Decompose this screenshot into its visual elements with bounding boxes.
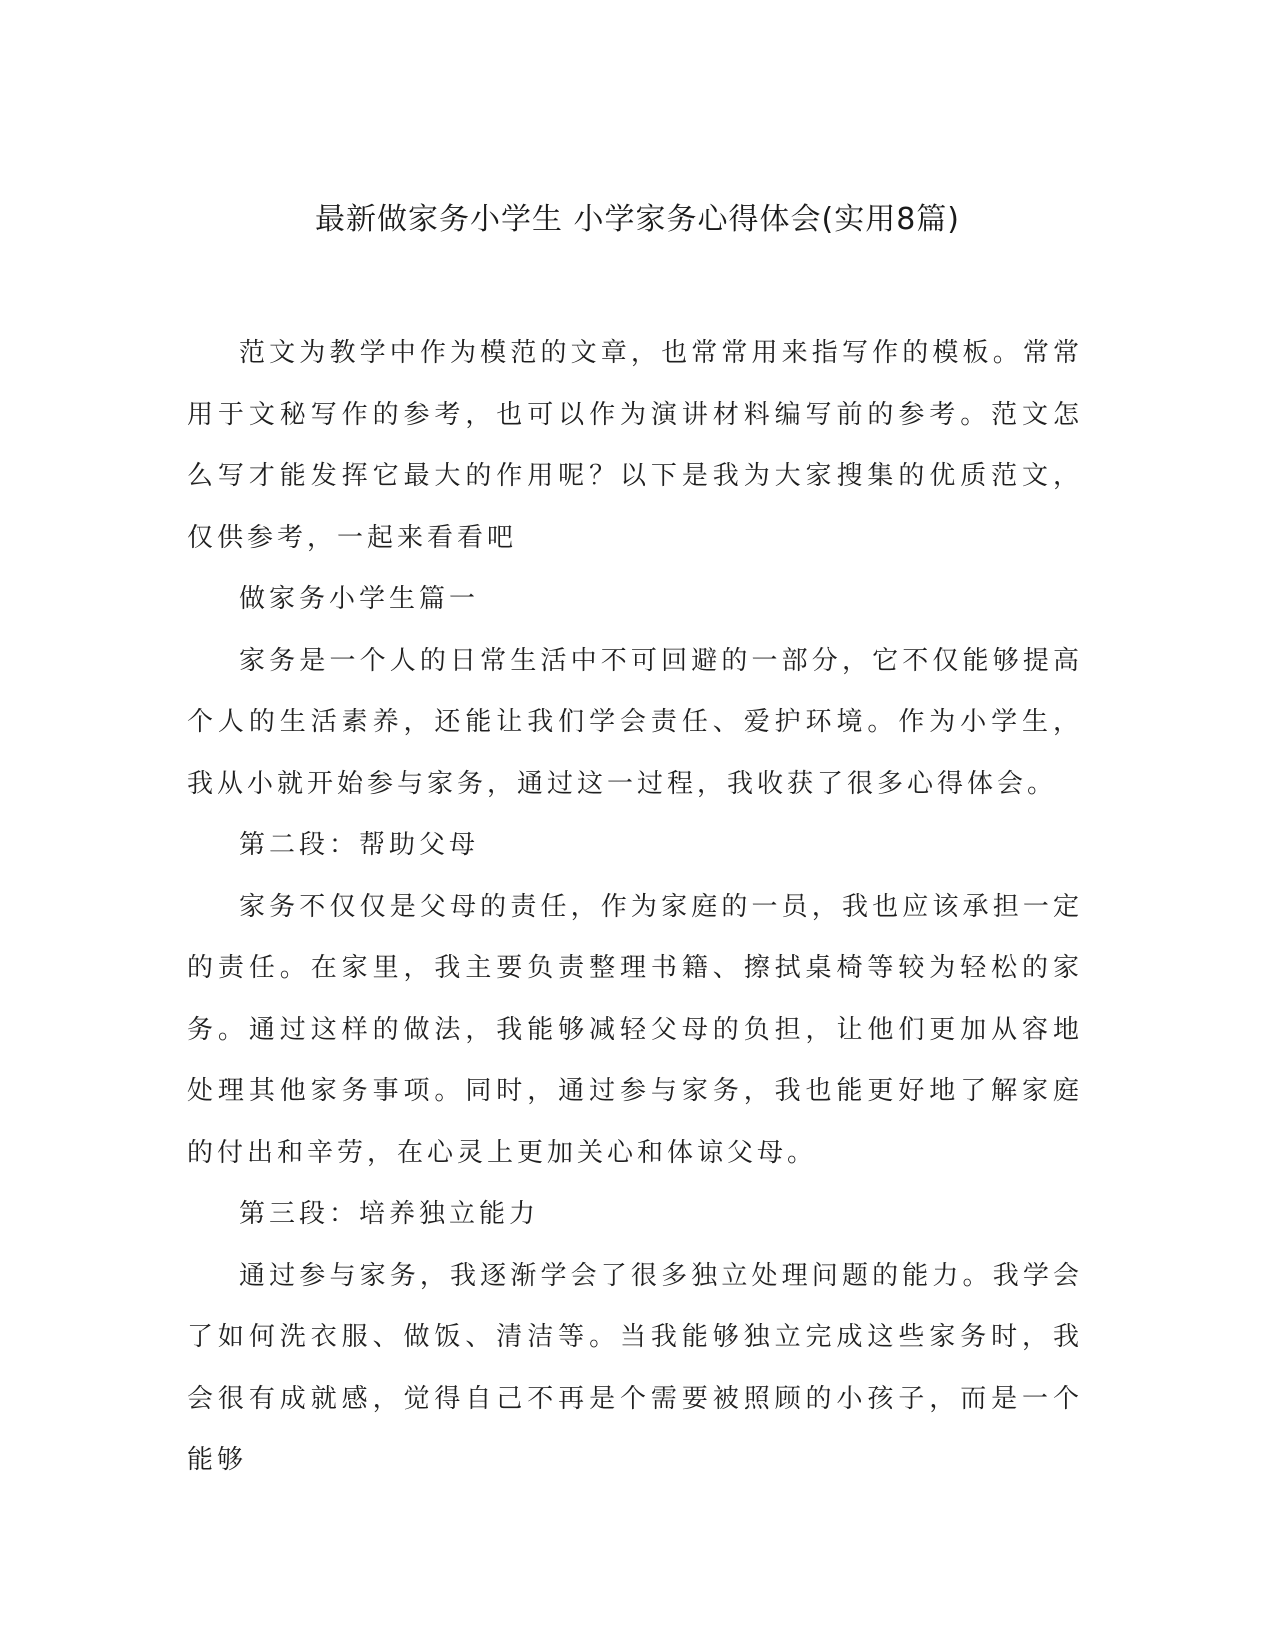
body-paragraph: 家务不仅仅是父母的责任，作为家庭的一员，我也应该承担一定的责任。在家里，我主要负责整理书籍、擦拭桌椅等较为轻松的家务。通过这样的做法，我能够减轻父母的负担，让他们更加从容地处理其他家务事项。同时，通过参与家务，我也能更好地了解家庭的付出和辛劳，在心灵上更加关心和体谅父母。	[187, 891, 1083, 1168]
section-heading: 第三段：培养独立能力	[239, 1199, 540, 1229]
section-heading: 做家务小学生篇一	[239, 584, 480, 614]
document-body	[187, 323, 1083, 1492]
intro-paragraph: 范文为教学中作为模范的文章，也常常用来指写作的模板。常常用于文秘写作的参考，也可以作为演讲材料编写前的参考。范文怎么写才能发挥它最大的作用呢？以下是我为大家搜集的优质范文，仅供参考，一起来看看吧	[187, 338, 1083, 553]
section-heading: 第二段：帮助父母	[239, 830, 480, 860]
document-title: 最新做家务小学生 小学家务心得体会(实用8篇)	[314, 202, 961, 237]
body-paragraph: 家务是一个人的日常生活中不可回避的一部分，它不仅能够提高个人的生活素养，还能让我们学会责任、爱护环境。作为小学生，我从小就开始参与家务，通过这一过程，我收获了很多心得体会。	[187, 645, 1083, 799]
body-paragraph: 通过参与家务，我逐渐学会了很多独立处理问题的能力。我学会了如何洗衣服、做饭、清洁等。当我能够独立完成这些家务时，我会很有成就感，觉得自己不再是个需要被照顾的小孩子，而是一个能够	[187, 1260, 1083, 1475]
